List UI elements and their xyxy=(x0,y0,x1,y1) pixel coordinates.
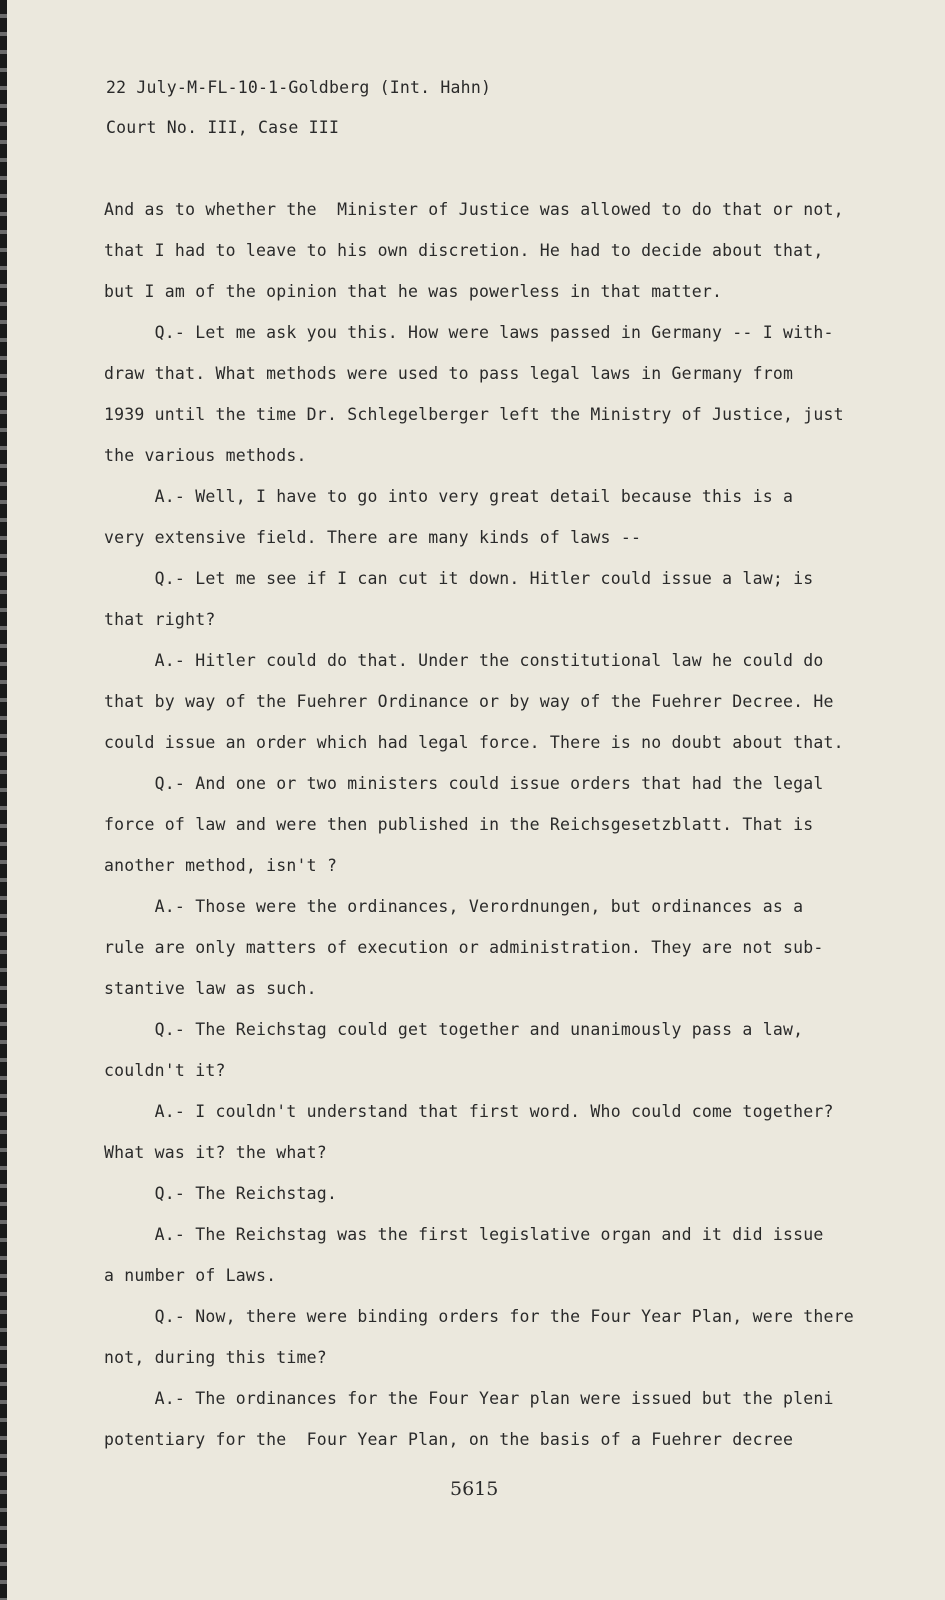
transcript-line: another method, isn't ? xyxy=(104,856,338,875)
transcript-line: What was it? the what? xyxy=(104,1143,327,1162)
transcript-line: force of law and were then published in the Reichsgesetzblatt. That is xyxy=(104,815,814,834)
transcript-line: very extensive field. There are many kinds of laws -- xyxy=(104,528,642,547)
binding-edge xyxy=(0,0,7,1600)
page-number: 5615 xyxy=(450,1478,499,1500)
transcript-line: Q.- Let me ask you this. How were laws passed in Germany -- I with- xyxy=(104,323,834,342)
transcript-line: but I am of the opinion that he was powerless in that matter. xyxy=(104,282,723,301)
transcript-line: A.- I couldn't understand that first word. Who could come together? xyxy=(104,1102,834,1121)
transcript-line: Q.- The Reichstag. xyxy=(104,1184,338,1203)
transcript-line: the various methods. xyxy=(104,446,307,465)
transcript-line: A.- The ordinances for the Four Year plan were issued but the pleni xyxy=(104,1389,834,1408)
transcript-line: Q.- The Reichstag could get together and unanimously pass a law, xyxy=(104,1020,804,1039)
transcript-line: could issue an order which had legal force. There is no doubt about that. xyxy=(104,733,844,752)
transcript-line: Q.- And one or two ministers could issue orders that had the legal xyxy=(104,774,824,793)
transcript-line: Q.- Now, there were binding orders for the Four Year Plan, were there xyxy=(104,1307,854,1326)
transcript-line: a number of Laws. xyxy=(104,1266,277,1285)
transcript-line: stantive law as such. xyxy=(104,979,317,998)
header-case-line: 22 July-M-FL-10-1-Goldberg (Int. Hahn) xyxy=(106,78,492,97)
header-court-line: Court No. III, Case III xyxy=(106,118,340,137)
transcript-line: A.- Those were the ordinances, Verordnungen, but ordinances as a xyxy=(104,897,804,916)
transcript-line: couldn't it? xyxy=(104,1061,226,1080)
transcript-line: that by way of the Fuehrer Ordinance or by way of the Fuehrer Decree. He xyxy=(104,692,834,711)
transcript-line: 1939 until the time Dr. Schlegelberger left the Ministry of Justice, just xyxy=(104,405,844,424)
transcript-line: that I had to leave to his own discretion. He had to decide about that, xyxy=(104,241,824,260)
transcript-line: not, during this time? xyxy=(104,1348,327,1367)
transcript-line: potentiary for the Four Year Plan, on the basis of a Fuehrer decree xyxy=(104,1430,794,1449)
transcript-line: And as to whether the Minister of Justice was allowed to do that or not, xyxy=(104,200,844,219)
transcript-line: rule are only matters of execution or administration. They are not sub- xyxy=(104,938,824,957)
transcript-line: Q.- Let me see if I can cut it down. Hitler could issue a law; is xyxy=(104,569,814,588)
transcript-line: A.- Hitler could do that. Under the constitutional law he could do xyxy=(104,651,824,670)
transcript-line: draw that. What methods were used to pass legal laws in Germany from xyxy=(104,364,794,383)
transcript-line: A.- The Reichstag was the first legislative organ and it did issue xyxy=(104,1225,824,1244)
transcript-line: A.- Well, I have to go into very great detail because this is a xyxy=(104,487,794,506)
transcript-line: that right? xyxy=(104,610,216,629)
